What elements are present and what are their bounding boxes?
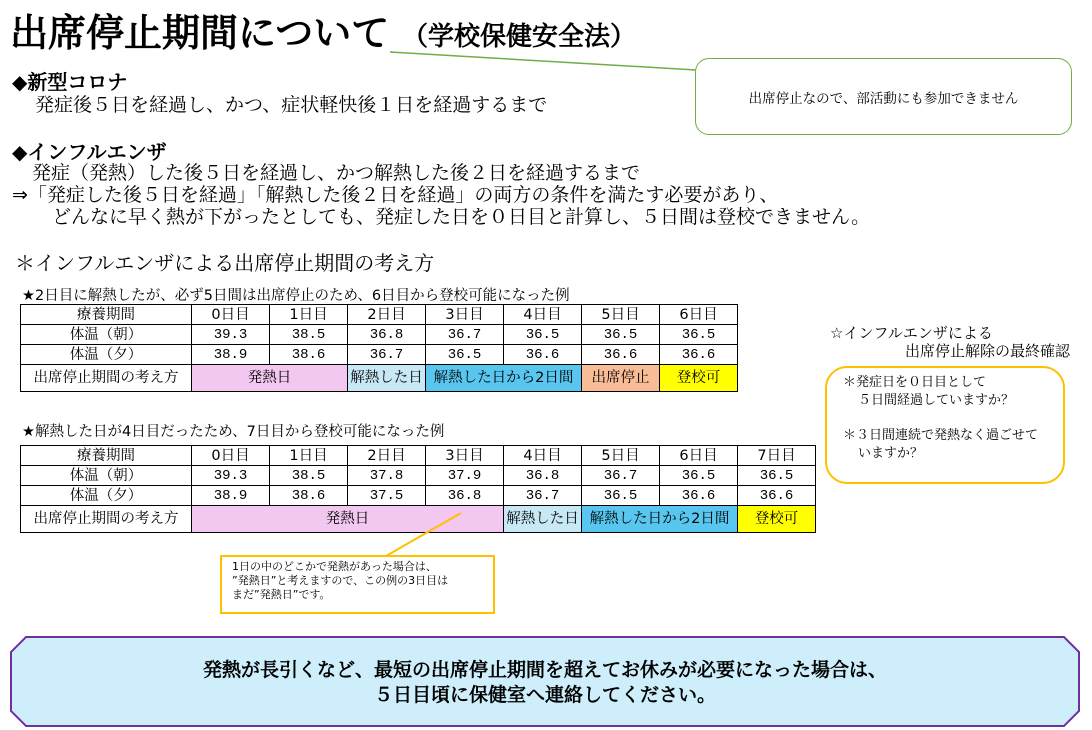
temperature-cell: 37.5 [348, 486, 426, 506]
temperature-cell: 36.6 [660, 486, 738, 506]
example2-table [20, 445, 816, 533]
row-label: 体温（夕） [21, 345, 192, 365]
row-label: 出席停止期間の考え方 [21, 506, 192, 533]
temperature-cell: 36.8 [426, 486, 504, 506]
temperature-cell: 37.9 [426, 466, 504, 486]
temperature-cell: 37.8 [348, 466, 426, 486]
status-cell-can-attend: 登校可 [738, 506, 816, 533]
row-label: 体温（朝） [21, 466, 192, 486]
example1-table [20, 304, 738, 392]
table-row-morning-temperature [21, 325, 738, 345]
temperature-cell: 38.9 [192, 486, 270, 506]
section-heading: ＊インフルエンザによる出席停止期間の考え方 [15, 251, 435, 275]
temperature-cell: 38.6 [270, 345, 348, 365]
final-check-title: ☆インフルエンザによる [830, 324, 993, 342]
example1-caption: ★2日目に解熱したが、必ず5日間は出席停止のため、6日目から登校可能になった例 [22, 288, 570, 304]
header-cell: 2日目 [348, 446, 426, 466]
club-activity-callout-connector [390, 52, 696, 70]
header-cell: 療養期間 [21, 305, 192, 325]
header-cell: 0日目 [192, 305, 270, 325]
table-row-morning-temperature [21, 466, 816, 486]
temperature-cell: 38.5 [270, 325, 348, 345]
fever-day-callout-line: ”発熱日”と考えますので、この例の3日目は [232, 574, 449, 587]
temperature-cell: 36.6 [660, 345, 738, 365]
header-cell: 5日目 [582, 305, 660, 325]
table-row-status [21, 506, 816, 533]
temperature-cell: 36.5 [660, 325, 738, 345]
temperature-cell: 36.6 [504, 345, 582, 365]
temperature-cell: 36.7 [582, 466, 660, 486]
table-row-evening-temperature [21, 486, 816, 506]
notice-line: 発熱が長引くなど、最短の出席停止期間を超えてお休みが必要になった場合は、 [202, 659, 887, 681]
table-row-status [21, 365, 738, 392]
header-cell: 4日目 [504, 305, 582, 325]
fever-day-callout-line: まだ”発熱日”です。 [232, 588, 331, 601]
header-cell: 3日目 [426, 305, 504, 325]
row-label: 出席停止期間の考え方 [21, 365, 192, 392]
page-subtitle: （学校保健安全法） [402, 22, 637, 52]
club-activity-callout [695, 58, 1072, 135]
row-label: 体温（夕） [21, 486, 192, 506]
notice-line: ５日目頃に保健室へ連絡してください。 [373, 684, 716, 706]
temperature-cell: 36.7 [504, 486, 582, 506]
temperature-cell: 36.7 [426, 325, 504, 345]
header-cell: 7日目 [738, 446, 816, 466]
page-title: 出席停止期間について [10, 11, 390, 55]
header-cell: 3日目 [426, 446, 504, 466]
status-cell-fever-day: 発熱日 [192, 506, 504, 533]
example2-caption: ★解熱した日が4日目だったため、7日目から登校可能になった例 [22, 424, 445, 440]
header-cell: 2日目 [348, 305, 426, 325]
contact-notice-banner [10, 636, 1080, 727]
temperature-cell: 38.6 [270, 486, 348, 506]
temperature-cell: 36.5 [582, 486, 660, 506]
header-cell: 療養期間 [21, 446, 192, 466]
header-cell: 0日目 [192, 446, 270, 466]
temperature-cell: 36.5 [660, 466, 738, 486]
table-row-evening-temperature [21, 345, 738, 365]
status-cell-two-days-after: 解熱した日から2日間 [582, 506, 738, 533]
row-label: 体温（朝） [21, 325, 192, 345]
temperature-cell: 36.7 [348, 345, 426, 365]
temperature-cell: 36.5 [738, 466, 816, 486]
influenza-explanation-line: どんなに早く熱が下がったとしても、発症した日を０日目と計算し、５日間は登校できません。 [52, 206, 871, 228]
influenza-explanation-line: ⇒「発症した後５日を経過」「解熱した後２日を経過」の両方の条件を満たす必要があり、 [12, 184, 779, 206]
header-cell: 6日目 [660, 305, 738, 325]
table-header-row [21, 446, 816, 466]
temperature-cell: 36.5 [582, 325, 660, 345]
final-check-item: ＊発症日を０日目として [843, 375, 987, 390]
temperature-cell: 36.8 [348, 325, 426, 345]
temperature-cell: 39.3 [192, 325, 270, 345]
final-check-item: ５日間経過していますか？ [858, 393, 1015, 408]
header-cell: 1日目 [270, 446, 348, 466]
table-header-row [21, 305, 738, 325]
header-cell: 1日目 [270, 305, 348, 325]
temperature-cell: 38.9 [192, 345, 270, 365]
status-cell-fever-free-day: 解熱した日 [504, 506, 582, 533]
fever-day-callout-line: 1日の中のどこかで発熱があった場合は、 [232, 560, 437, 573]
temperature-cell: 36.8 [504, 466, 582, 486]
temperature-cell: 36.5 [504, 325, 582, 345]
header-cell: 6日目 [660, 446, 738, 466]
final-check-item: いますか？ [858, 446, 924, 461]
status-cell-two-days-after: 解熱した日から2日間 [426, 365, 582, 392]
final-check-box [825, 366, 1065, 484]
header-cell: 5日目 [582, 446, 660, 466]
temperature-cell: 36.5 [426, 345, 504, 365]
covid-rule: 発症後５日を経過し、かつ、症状軽快後１日を経過するまで [35, 94, 548, 116]
temperature-cell: 36.6 [582, 345, 660, 365]
header-cell: 4日目 [504, 446, 582, 466]
temperature-cell: 38.5 [270, 466, 348, 486]
status-cell-suspended: 出席停止 [582, 365, 660, 392]
final-check-title: 出席停止解除の最終確認 [905, 342, 1071, 360]
status-cell-fever-day: 発熱日 [192, 365, 348, 392]
status-cell-fever-free-day: 解熱した日 [348, 365, 426, 392]
influenza-heading: ◆インフルエンザ [12, 140, 167, 164]
influenza-rule: 発症（発熱）した後５日を経過し、かつ解熱した後２日を経過するまで [32, 162, 641, 184]
temperature-cell: 36.6 [738, 486, 816, 506]
fever-day-callout [220, 555, 495, 614]
covid-heading: ◆新型コロナ [12, 70, 128, 94]
status-cell-can-attend: 登校可 [660, 365, 738, 392]
final-check-item: ＊３日間連続で発熱なく過ごせて [843, 428, 1039, 443]
club-activity-callout-text: 出席停止なので、部活動にも参加できません [748, 90, 1019, 107]
temperature-cell: 39.3 [192, 466, 270, 486]
